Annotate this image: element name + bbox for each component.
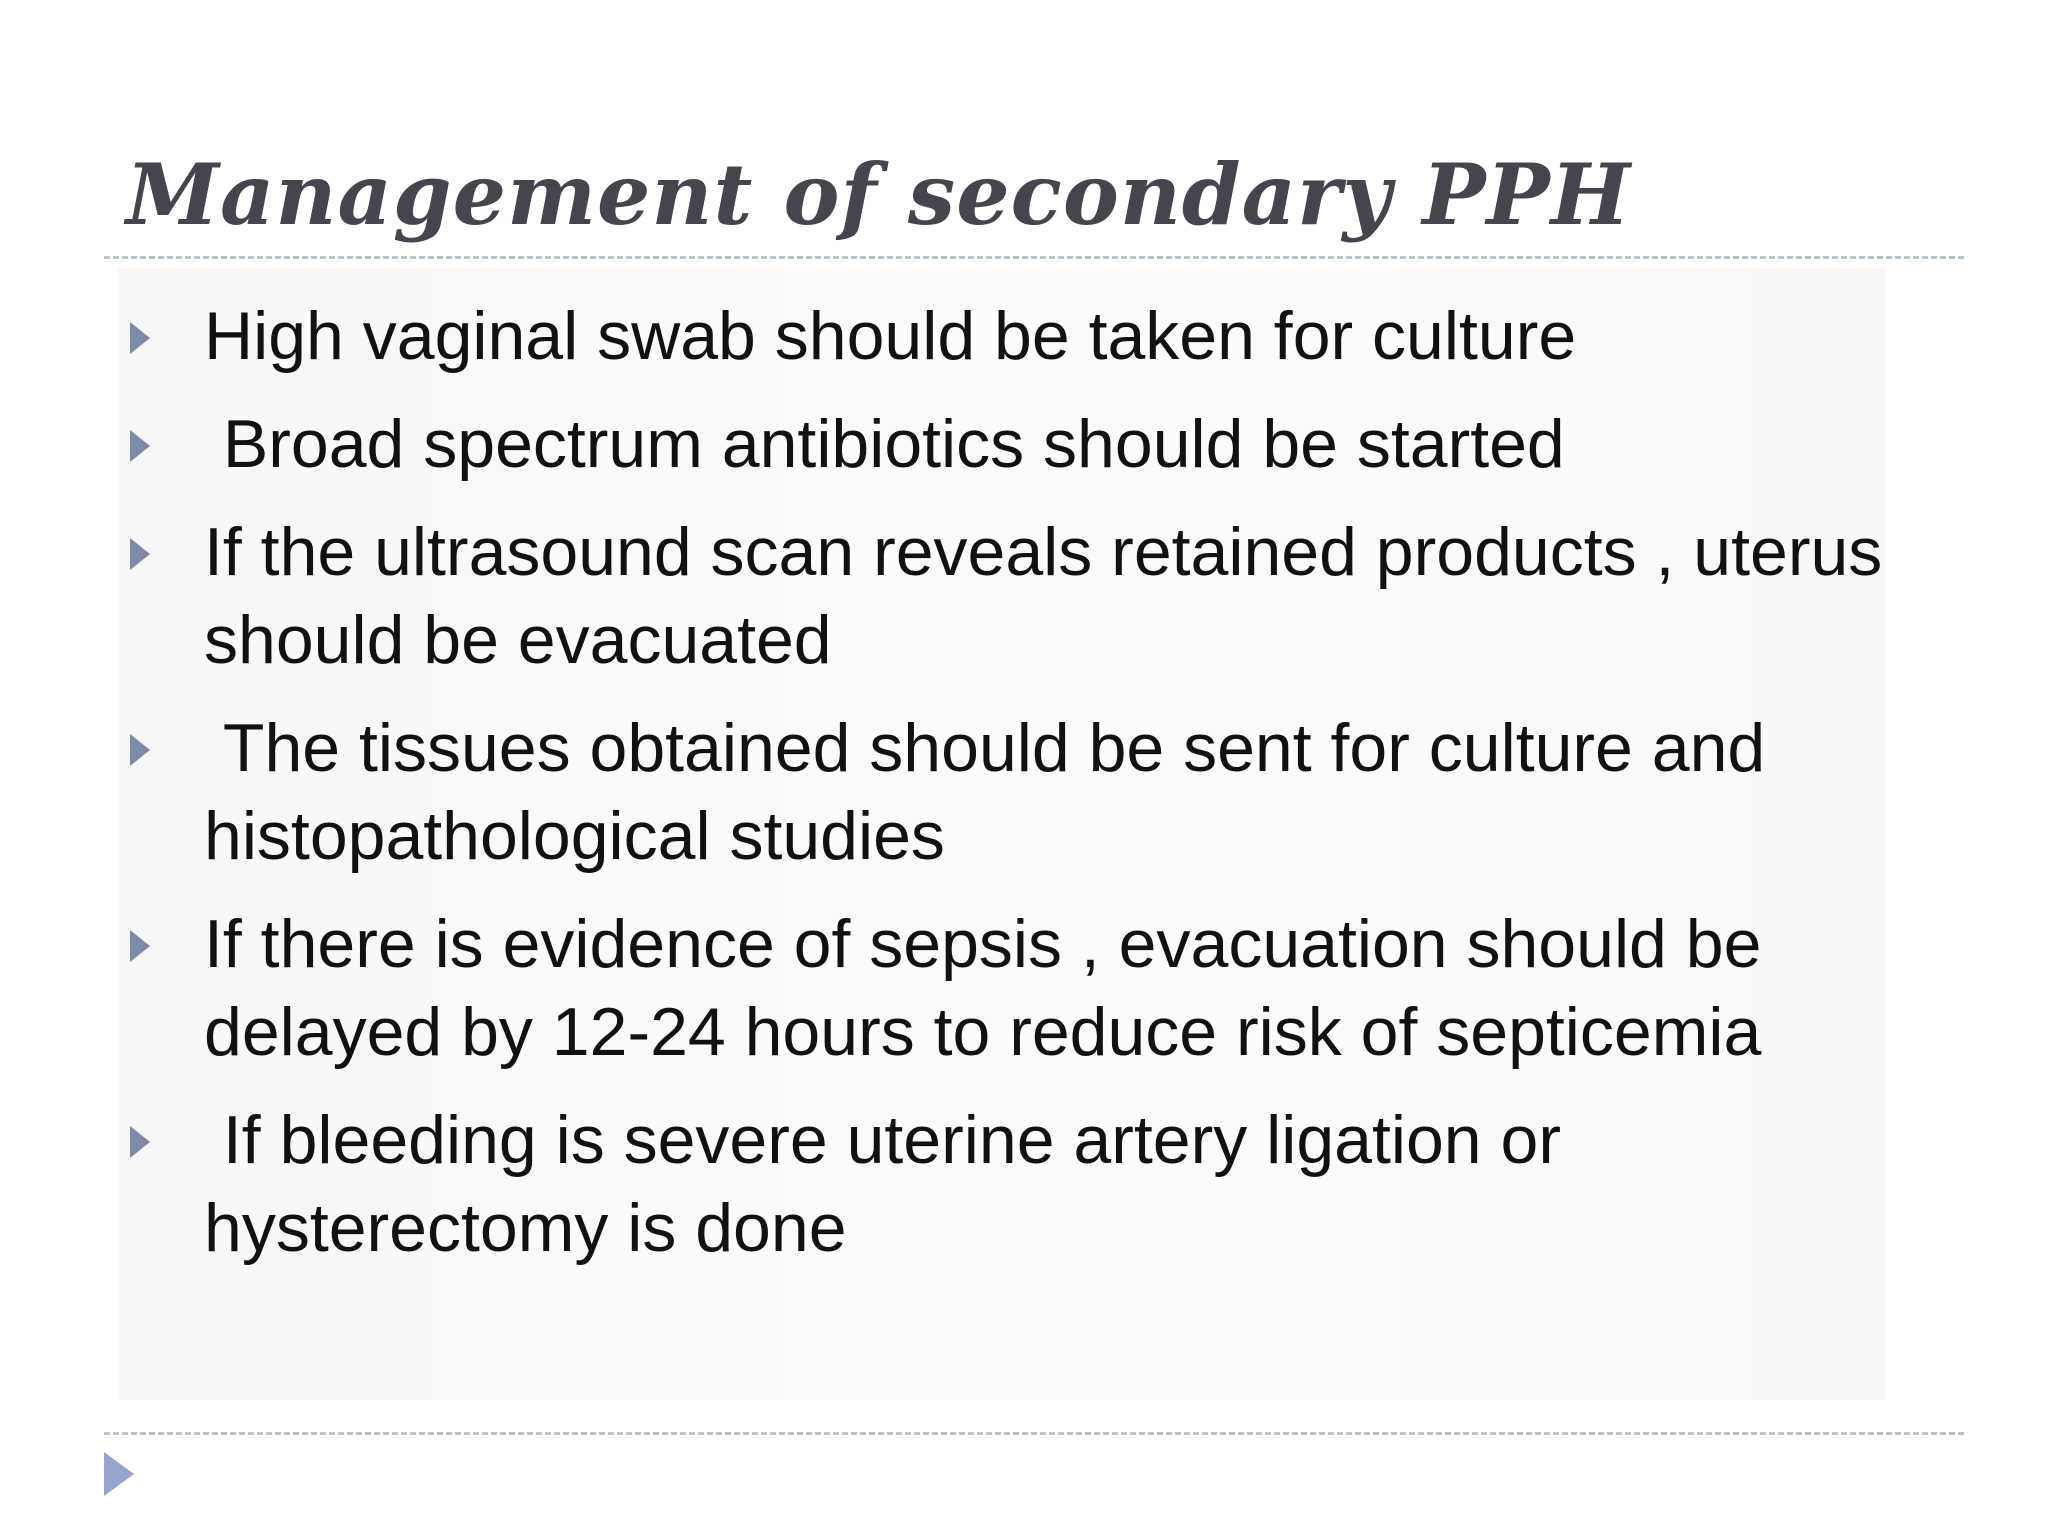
triangle-right-icon xyxy=(130,930,150,962)
triangle-right-icon xyxy=(130,430,150,462)
list-item xyxy=(126,704,1886,880)
title-divider xyxy=(104,256,1964,259)
list-item xyxy=(126,900,1886,1076)
footer-divider xyxy=(104,1432,1964,1435)
triangle-right-icon xyxy=(130,322,150,354)
bullet-text: High vaginal swab should be taken for culture xyxy=(204,298,1577,374)
bullet-text: The tissues obtained should be sent for culture and histopathological studies xyxy=(204,710,1785,874)
bullet-list xyxy=(126,292,1902,1292)
bullet-text: Broad spectrum antibiotics should be started xyxy=(204,406,1565,482)
slide-title: Management of secondary PPH xyxy=(126,145,1632,244)
next-slide-icon[interactable] xyxy=(104,1452,134,1496)
triangle-right-icon xyxy=(130,1126,150,1158)
list-item xyxy=(126,292,1886,380)
bullet-text: If the ultrasound scan reveals retained products , uterus should be evacuated xyxy=(204,514,1902,678)
triangle-right-icon xyxy=(130,734,150,766)
triangle-right-icon xyxy=(130,538,150,570)
list-item xyxy=(126,400,1886,488)
list-item xyxy=(126,508,1902,684)
bullet-text: If bleeding is severe uterine artery ligation or hysterectomy is done xyxy=(204,1102,1580,1266)
bullet-text: If there is evidence of sepsis , evacuation should be delayed by 12-24 hours to reduce risk of septicemia xyxy=(204,906,1781,1070)
list-item xyxy=(126,1096,1886,1272)
